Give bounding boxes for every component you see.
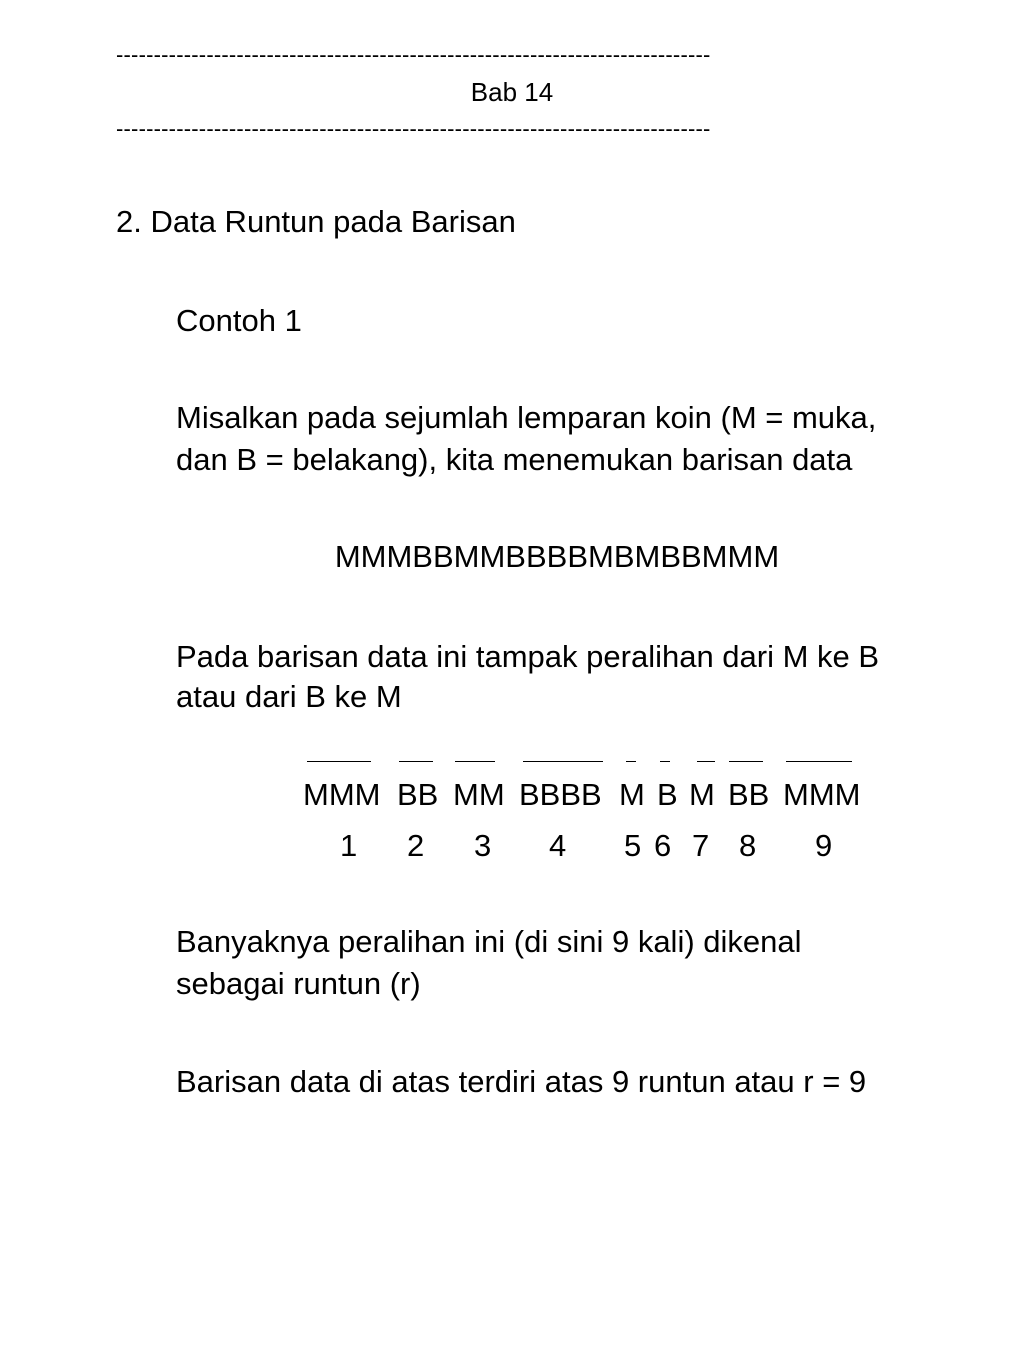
data-sequence: MMMBBMMBBBBMBMBBMMM bbox=[334, 539, 780, 574]
run-number-4: 4 bbox=[549, 828, 567, 863]
run-number-6: 6 bbox=[654, 828, 672, 863]
count-line-2: sebagai runtun (r) bbox=[176, 966, 421, 1001]
run-bar-1 bbox=[307, 761, 371, 762]
run-bar-8 bbox=[729, 761, 763, 762]
run-number-7: 7 bbox=[692, 828, 710, 863]
run-bar-5 bbox=[626, 761, 636, 762]
run-bar-3 bbox=[455, 761, 495, 762]
run-label-1: MMM bbox=[303, 777, 381, 812]
intro-line-2: dan B = belakang), kita menemukan barisan data bbox=[176, 442, 853, 477]
header-rule-top: ------------------------------------------------------------------------------- bbox=[116, 42, 711, 67]
run-label-8: BB bbox=[728, 777, 770, 812]
header-rule-bottom: ------------------------------------------------------------------------------- bbox=[116, 116, 711, 141]
run-number-3: 3 bbox=[474, 828, 492, 863]
run-bar-9 bbox=[786, 761, 852, 762]
run-label-3: MM bbox=[453, 777, 505, 812]
transition-line-1: Pada barisan data ini tampak peralihan dari M ke B bbox=[176, 639, 880, 674]
example-label: Contoh 1 bbox=[176, 303, 302, 338]
run-number-2: 2 bbox=[407, 828, 425, 863]
run-label-5: M bbox=[619, 777, 645, 812]
section-heading: 2. Data Runtun pada Barisan bbox=[116, 204, 516, 239]
run-bar-4 bbox=[523, 761, 603, 762]
run-number-8: 8 bbox=[739, 828, 757, 863]
run-label-6: B bbox=[657, 777, 678, 812]
run-bar-2 bbox=[399, 761, 433, 762]
transition-line-2: atau dari B ke M bbox=[176, 679, 402, 714]
run-number-1: 1 bbox=[340, 828, 358, 863]
run-label-7: M bbox=[689, 777, 715, 812]
intro-line-1: Misalkan pada sejumlah lemparan koin (M = muka, bbox=[176, 400, 877, 435]
run-number-9: 9 bbox=[815, 828, 833, 863]
run-label-9: MMM bbox=[783, 777, 861, 812]
chapter-title: Bab 14 bbox=[470, 77, 554, 107]
run-label-2: BB bbox=[397, 777, 439, 812]
run-bar-7 bbox=[697, 761, 715, 762]
count-line-1: Banyaknya peralihan ini (di sini 9 kali) dikenal bbox=[176, 924, 802, 959]
run-bar-6 bbox=[660, 761, 670, 762]
run-number-5: 5 bbox=[624, 828, 642, 863]
conclusion-text: Barisan data di atas terdiri atas 9 runtun atau r = 9 bbox=[176, 1064, 867, 1099]
run-label-4: BBBB bbox=[519, 777, 602, 812]
